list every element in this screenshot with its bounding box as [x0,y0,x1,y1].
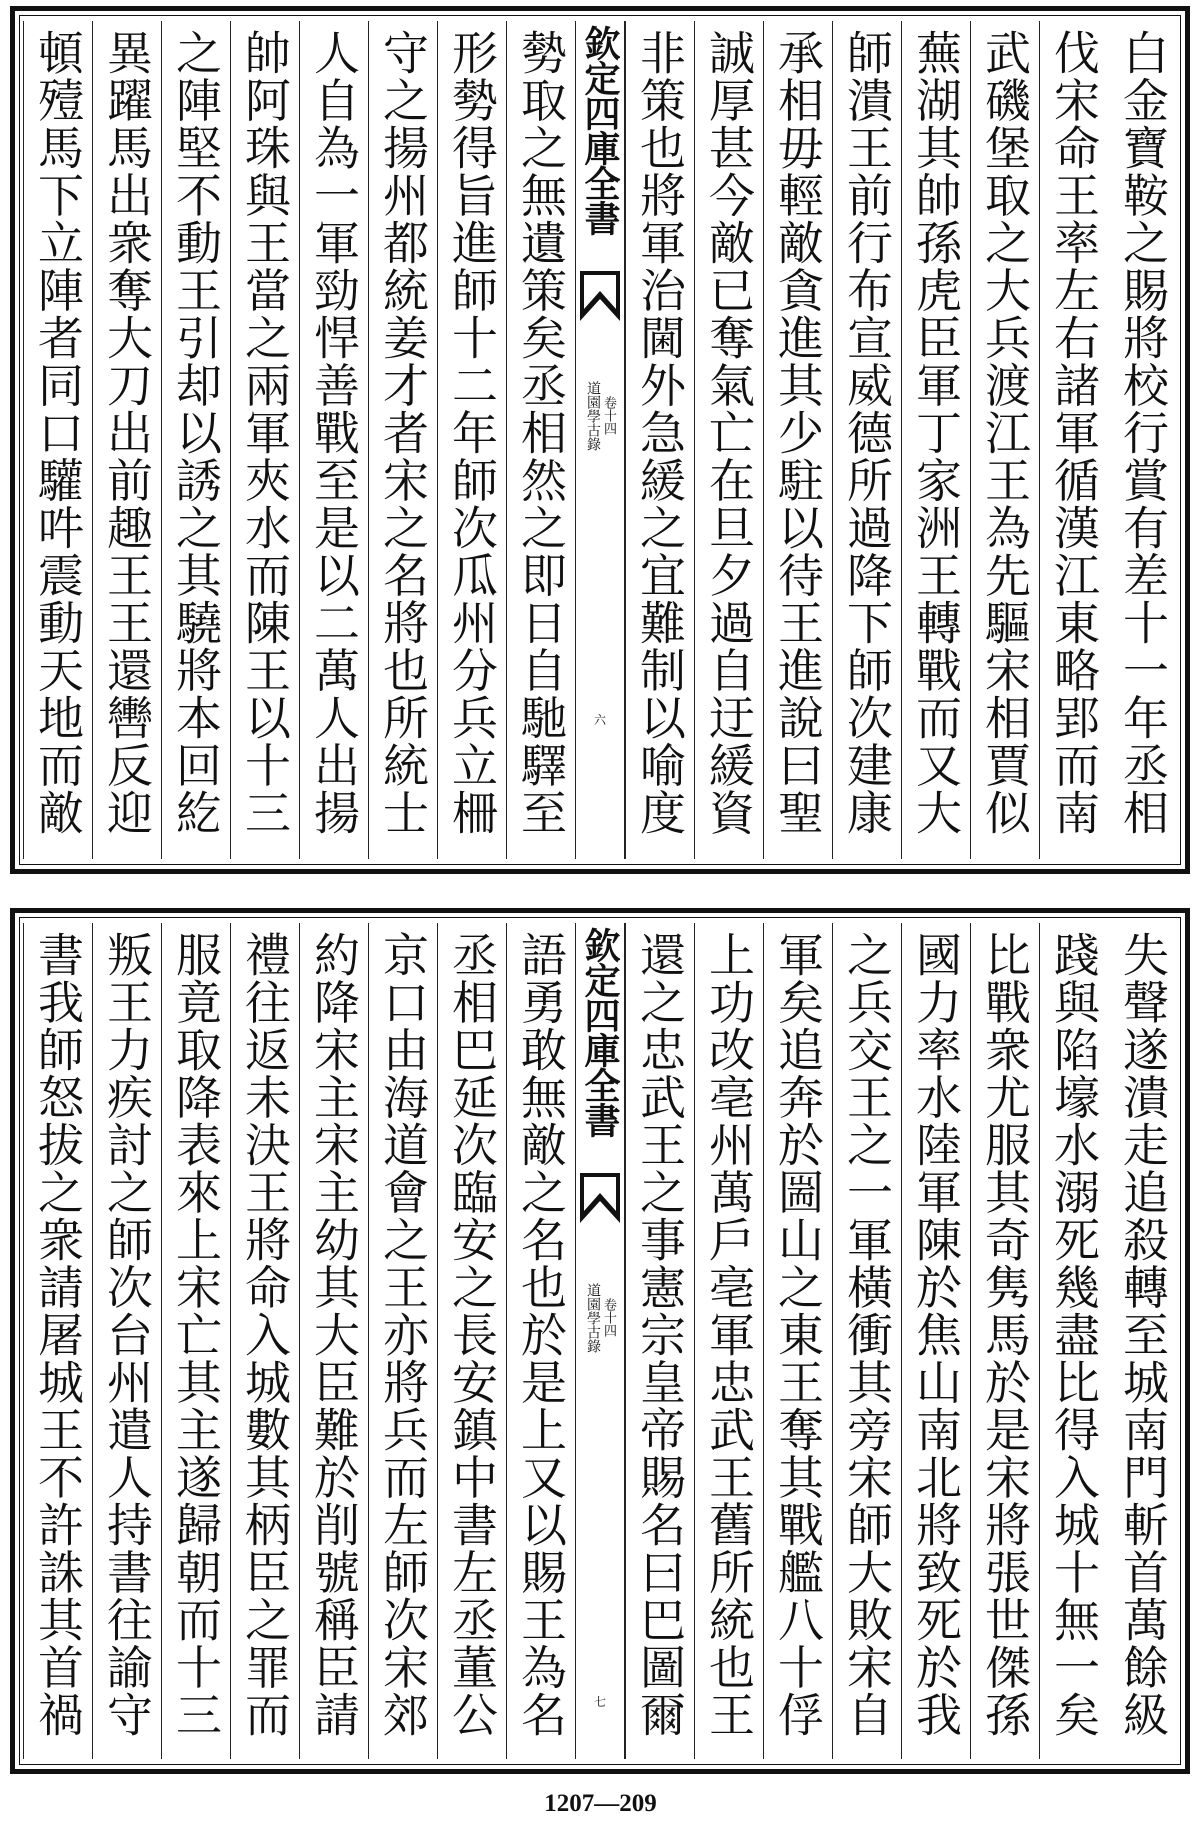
fishtail-mark-icon [580,271,620,321]
book-title: 欽定四庫全書 [579,25,621,235]
text-column: 武磯堡取之大兵渡江王為先驅宋相賈似 [970,21,1039,859]
text-column: 京口由海道會之王亦將兵而左師次宋郊 [368,923,437,1759]
folio-number: 七 [594,1695,607,1709]
text-column: 師潰王前行布宣威德所過降下師次建康 [832,21,901,859]
text-column: 禮往返未決王將命入城數其柄臣之罪而 [230,923,299,1759]
text-column: 約降宋主宋主幼其大臣難於削號稱臣請 [299,923,368,1759]
center-fold-strip [575,923,625,1759]
text-column: 守之揚州都統姜才者宋之名將也所統士 [368,21,437,859]
text-column: 丞相巴延次臨安之長安鎮中書左丞董公 [437,923,506,1759]
text-column: 書我師怒拔之衆請屠城王不許誅其首禍 [23,923,92,1759]
text-column: 頓殪馬下立陣者同口驩吽震動天地而敵 [23,21,92,859]
center-fold-strip [575,21,625,859]
text-column: 軍矣追奔於圌山之東王奪其戰艦八十俘 [763,923,832,1759]
text-column: 服竟取降表來上宋亡其主遂歸朝而十三 [161,923,230,1759]
text-column: 帥阿珠與王當之兩軍夾水而陳王以十三 [230,21,299,859]
text-column: 蕪湖其帥孫虎臣軍丁家洲王轉戰而又大 [901,21,970,859]
page-bottom [10,908,1190,1774]
text-column: 承相毋輕敵貪進其少駐以待王進說曰聖 [763,21,832,859]
text-column: 語勇敢無敵之名也於是上又以賜王為名 [506,923,575,1759]
text-column: 叛王力疾討之師次台州遣人持書往諭守 [92,923,161,1759]
fishtail-mark-icon [580,1173,620,1223]
text-column: 國力率水陸軍陳於焦山南北將致死於我 [901,923,970,1759]
text-column: 失聲遂潰走追殺轉至城南門斬首萬餘級 [1116,931,1170,1739]
page-number: 1207—209 [544,1790,657,1817]
source-title: 道園學古錄 [585,1283,601,1353]
juan-number: 卷十四 [601,1298,616,1337]
text-column: 比戰衆尤服其奇隽馬於是宋將張世傑孫 [970,923,1039,1759]
page-top [10,6,1190,874]
text-column: 還之忠武王之事憲宗皇帝賜名曰巴圖爾 [625,923,694,1759]
text-column: 之兵交王之一軍橫衝其旁宋師大敗宋自 [832,923,901,1759]
text-column: 非策也將軍治閫外急緩之宜難制以喻度 [625,21,694,859]
text-column: 形勢得旨進師十二年師次瓜州分兵立柵 [437,21,506,859]
text-column: 勢取之無遺策矣丞相然之即日自馳驛至 [506,21,575,859]
book-title: 欽定四庫全書 [579,927,621,1137]
text-column: 白金寶鞍之賜將校行賞有差十一年丞相 [1116,29,1170,837]
text-column: 上功改亳州萬戶亳軍忠武王舊所統也王 [694,923,763,1759]
juan-number: 卷十四 [601,396,616,435]
text-column: 踐與陷壕水溺死幾盡比得入城十無一矣 [1039,923,1108,1759]
folio-number: 六 [594,713,607,727]
text-column: 人自為一軍勁悍善戰至是以二萬人出揚 [299,21,368,859]
text-column: 伐宋命王率左右諸軍循漢江東略郢而南 [1039,21,1108,859]
text-column: 之陣堅不動王引却以誘之其驍將本回紇 [161,21,230,859]
text-column: 異躍馬出衆奪大刀出前趣王王還轡反迎 [92,21,161,859]
text-column: 誠厚甚今敵已奪氣亡在旦夕過自迂緩資 [694,21,763,859]
source-title: 道園學古錄 [585,381,601,451]
